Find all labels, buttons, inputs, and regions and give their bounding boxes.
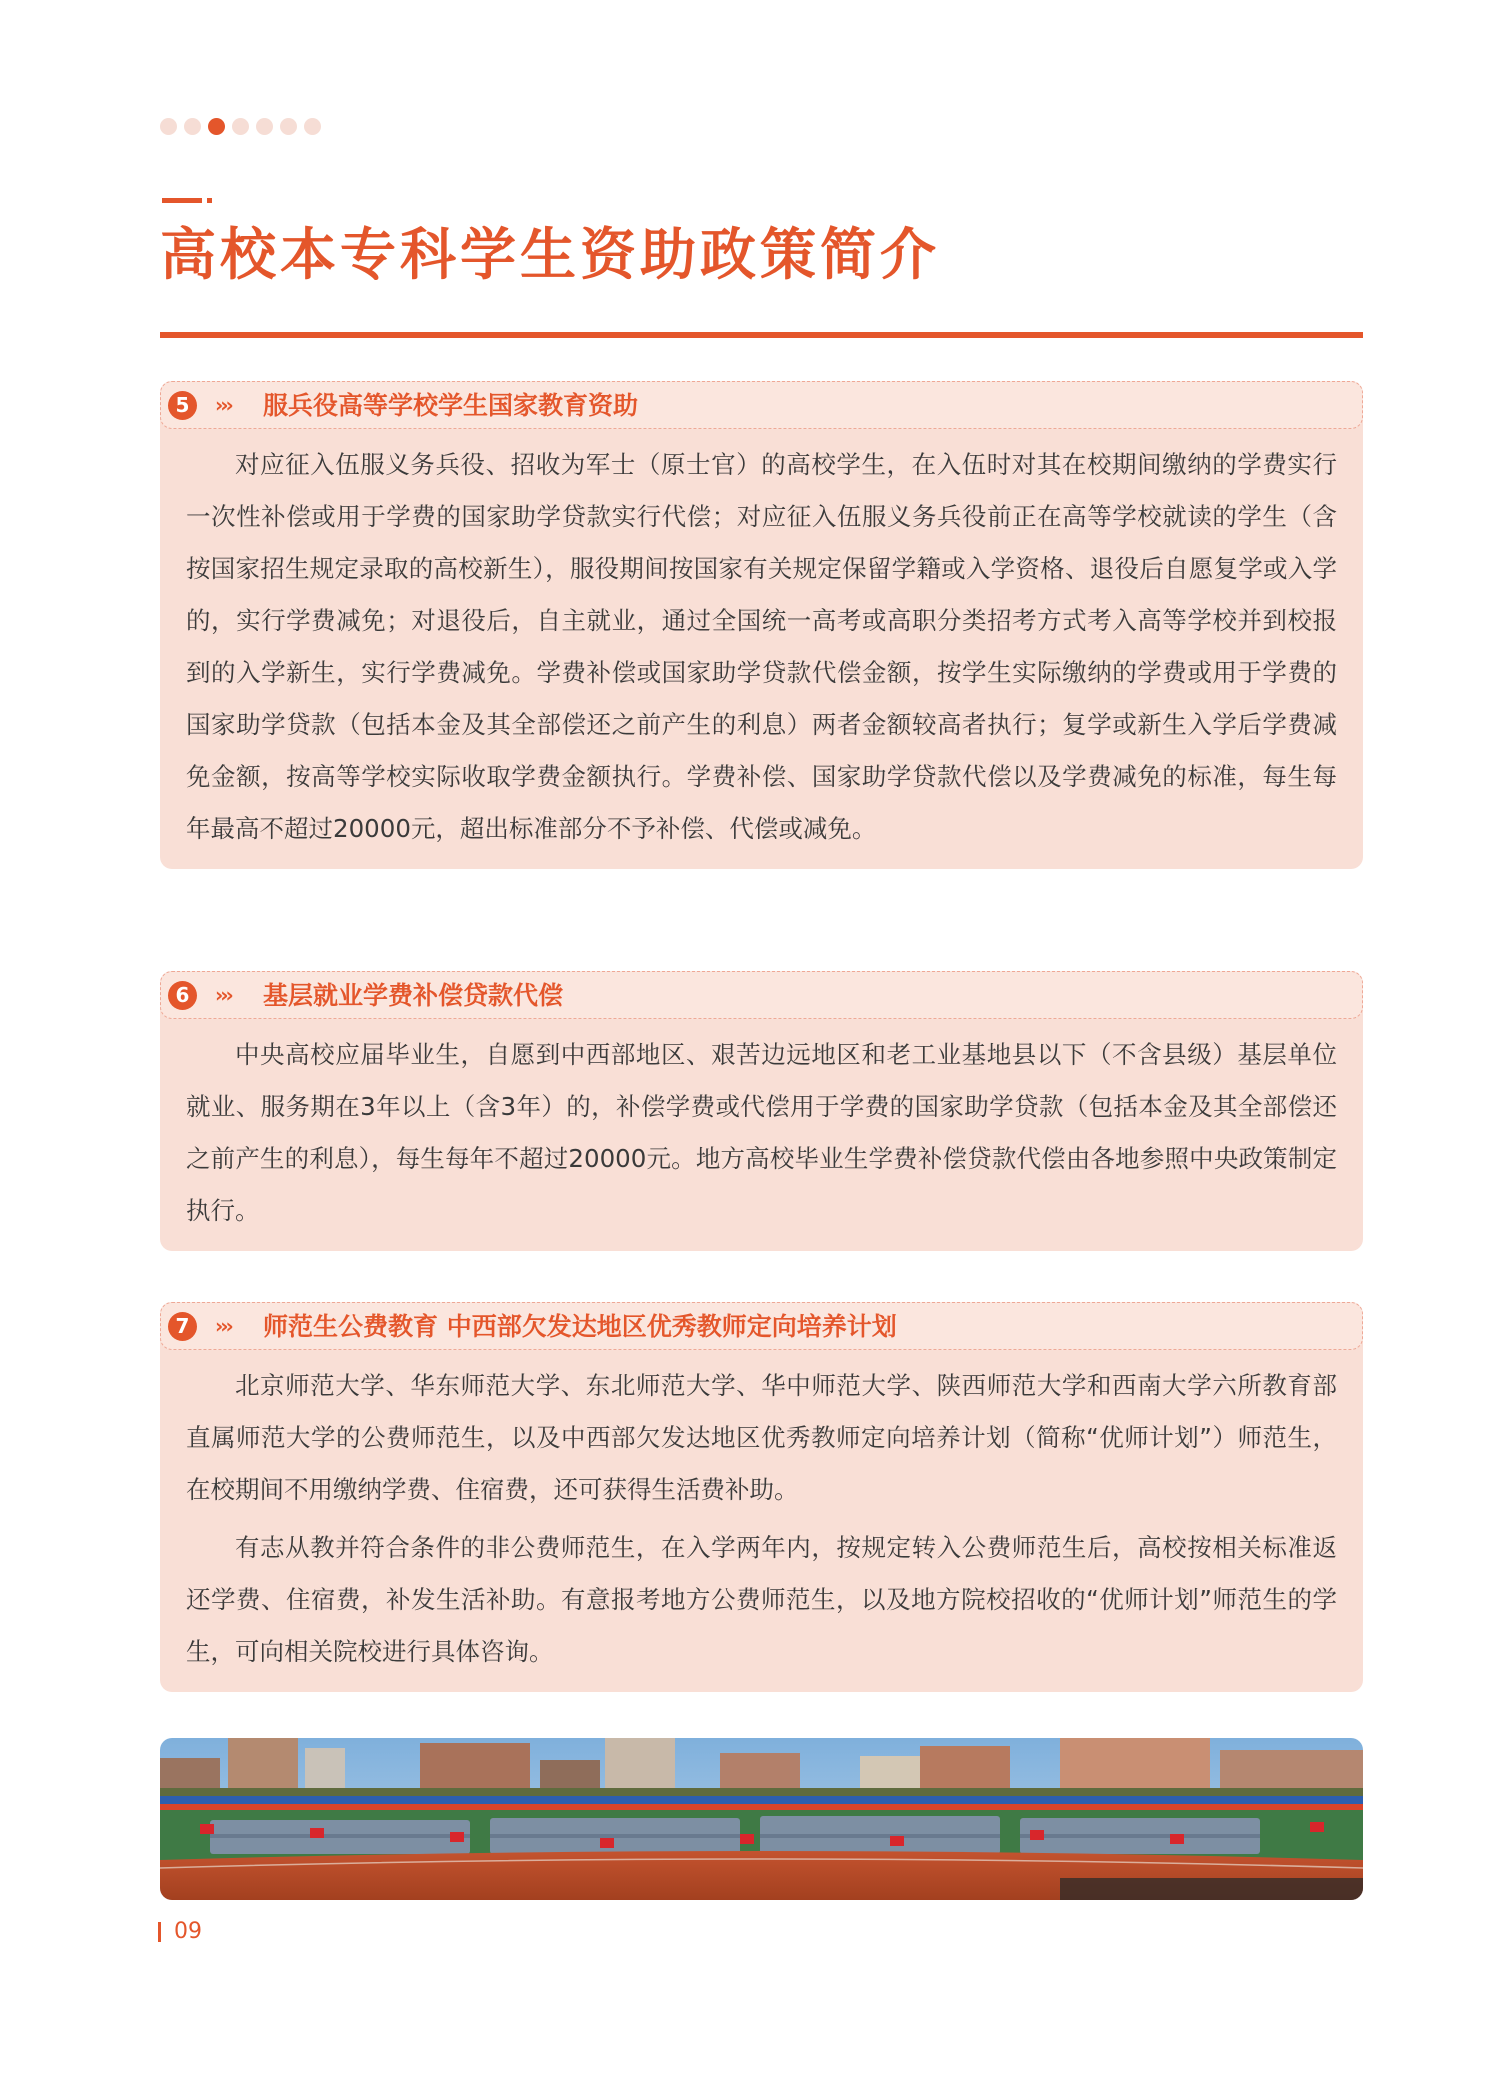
chevron-right-icon: ››› xyxy=(215,983,231,1007)
photo-illustration xyxy=(160,1738,1363,1900)
section-number-badge: 6 xyxy=(168,981,197,1010)
page-indicator-dots xyxy=(160,118,321,135)
page-title: 高校本专科学生资助政策简介 xyxy=(160,223,940,288)
section-title: 基层就业学费补偿贷款代偿 xyxy=(263,981,564,1010)
section-title: 师范生公费教育 中西部欠发达地区优秀教师定向培养计划 xyxy=(263,1312,897,1341)
indicator-dot xyxy=(280,118,297,135)
indicator-dot xyxy=(256,118,273,135)
section-header xyxy=(160,381,1363,429)
section-paragraph: 有志从教并符合条件的非公费师范生，在入学两年内，按规定转入公费师范生后，高校按相关标准返还学费、住宿费，补发生活补助。有意报考地方公费师范生，以及地方院校招收的“优师计划”师范生的学生，可向相关院校进行具体咨询。 xyxy=(186,1533,1337,1666)
chevron-right-icon: ››› xyxy=(215,1314,231,1338)
section-body xyxy=(160,1019,1363,1251)
section-number-badge: 5 xyxy=(168,391,197,420)
section-panel-6 xyxy=(160,971,1363,1251)
page-number-marker xyxy=(158,1922,161,1942)
campus-military-training-photo xyxy=(160,1738,1363,1900)
indicator-dot-active xyxy=(208,118,225,135)
section-paragraph: 中央高校应届毕业生，自愿到中西部地区、艰苦边远地区和老工业基地县以下（不含县级）基层单位就业、服务期在3年以上（含3年）的，补偿学费或代偿用于学费的国家助学贷款（包括本金及其全部偿还之前产生的利息），每生每年不超过20000元。地方高校毕业生学费补偿贷款代偿由各地参照中央政策制定执行。 xyxy=(186,1040,1337,1225)
section-paragraph: 对应征入伍服义务兵役、招收为军士（原士官）的高校学生，在入伍时对其在校期间缴纳的学费实行一次性补偿或用于学费的国家助学贷款实行代偿；对应征入伍服义务兵役前正在高等学校就读的学生（含按国家招生规定录取的高校新生），服役期间按国家有关规定保留学籍或入学资格、退役后自愿复学或入学的，实行学费减免；对退役后，自主就业，通过全国统一高考或高职分类招考方式考入高等学校并到校报到的入学新生，实行学费减免。学费补偿或国家助学贷款代偿金额，按学生实际缴纳的学费或用于学费的国家助学贷款（包括本金及其全部偿还之前产生的利息）两者金额较高者执行；复学或新生入学后学费减免金额，按高等学校实际收取学费金额执行。学费补偿、国家助学贷款代偿以及学费减免的标准，每生每年最高不超过20000元，超出标准部分不予补偿、代偿或减免。 xyxy=(186,450,1337,843)
section-panel-5 xyxy=(160,381,1363,869)
section-paragraph: 北京师范大学、华东师范大学、东北师范大学、华中师范大学、陕西师范大学和西南大学六所教育部直属师范大学的公费师范生，以及中西部欠发达地区优秀教师定向培养计划（简称“优师计划”）师范生，在校期间不用缴纳学费、住宿费，还可获得生活费补助。 xyxy=(186,1371,1337,1504)
chevron-right-icon: ››› xyxy=(215,393,231,417)
section-header xyxy=(160,971,1363,1019)
section-number-badge: 7 xyxy=(168,1312,197,1341)
section-panel-7 xyxy=(160,1302,1363,1692)
indicator-dot xyxy=(160,118,177,135)
section-body xyxy=(160,1350,1363,1692)
section-header xyxy=(160,1302,1363,1350)
title-divider xyxy=(160,332,1363,338)
section-body xyxy=(160,429,1363,869)
indicator-dot xyxy=(304,118,321,135)
indicator-dot xyxy=(232,118,249,135)
section-title: 服兵役高等学校学生国家教育资助 xyxy=(263,391,639,420)
indicator-dot xyxy=(184,118,201,135)
title-accent-mark xyxy=(162,198,202,203)
page-number: 09 xyxy=(174,1919,202,1944)
